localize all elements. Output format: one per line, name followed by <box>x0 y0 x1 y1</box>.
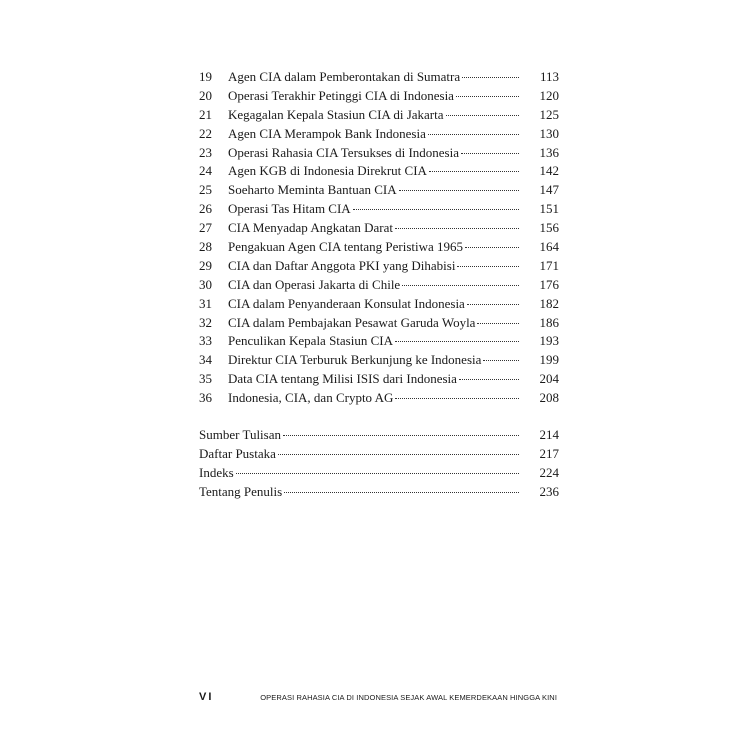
dot-leader <box>428 134 519 135</box>
entry-title: Tentang Penulis <box>199 483 283 499</box>
toc-back-matter-entry <box>199 445 559 464</box>
entry-title: Data CIA tentang Milisi ISIS dari Indonesia <box>228 371 457 387</box>
entry-title-with-leader <box>228 200 535 219</box>
chapter-number: 35 <box>199 371 212 387</box>
dot-leader <box>395 398 519 399</box>
entry-title: Kegagalan Kepala Stasiun CIA di Jakarta <box>228 106 444 122</box>
toc-back-matter-entry <box>199 483 559 502</box>
toc-chapter-entry <box>199 276 559 295</box>
toc-chapter-entry <box>199 106 559 125</box>
entry-title-with-leader <box>199 483 535 502</box>
dot-leader <box>465 247 519 248</box>
chapter-number: 24 <box>199 163 212 179</box>
toc-chapter-entry <box>199 125 559 144</box>
toc-chapter-entry <box>199 87 559 106</box>
entry-page-number: 113 <box>539 69 559 84</box>
entry-title-with-leader <box>199 426 535 445</box>
toc-chapter-entry <box>199 162 559 181</box>
toc-chapter-entry <box>199 219 559 238</box>
chapter-number: 36 <box>199 390 212 406</box>
entry-page-number: 214 <box>539 427 559 443</box>
entry-title: Operasi Tas Hitam CIA <box>228 201 351 217</box>
dot-leader <box>278 454 519 455</box>
footer-page-number: VI <box>199 691 214 703</box>
dot-leader <box>399 190 519 191</box>
back-matter-list <box>199 426 559 502</box>
entry-page-number: 130 <box>539 125 559 141</box>
dot-leader <box>446 115 519 116</box>
entry-title-with-leader <box>228 370 535 389</box>
entry-title-with-leader <box>228 144 535 163</box>
entry-title: Indonesia, CIA, dan Crypto AG <box>228 390 394 406</box>
chapter-number: 26 <box>199 201 212 217</box>
toc-back-matter-entry <box>199 464 559 483</box>
entry-title: Operasi Terakhir Petinggi CIA di Indonesia <box>228 87 454 103</box>
entry-page-number: 186 <box>539 314 559 330</box>
entry-page-number: 151 <box>539 201 559 217</box>
section-gap <box>199 408 559 426</box>
entry-page-number: 217 <box>539 445 559 461</box>
toc-chapter-entry <box>199 295 559 314</box>
dot-leader <box>461 153 519 154</box>
footer-book-title: OPERASI RAHASIA CIA DI INDONESIA SEJAK AWAL KEMERDEKAAN HINGGA KINI <box>260 693 557 702</box>
dot-leader <box>467 304 519 305</box>
table-of-contents <box>199 68 559 502</box>
entry-title-with-leader <box>228 314 535 333</box>
entry-page-number: 224 <box>539 464 559 480</box>
chapter-number: 23 <box>199 144 212 160</box>
entry-title: CIA dalam Pembajakan Pesawat Garuda Woyla <box>228 314 476 330</box>
toc-chapter-entry <box>199 389 559 408</box>
entry-title-with-leader <box>228 219 535 238</box>
dot-leader <box>402 285 519 286</box>
entry-title-with-leader <box>228 68 535 87</box>
entry-page-number: 136 <box>539 144 559 160</box>
chapter-number: 29 <box>199 257 212 273</box>
entry-title: CIA dalam Penyanderaan Konsulat Indonesia <box>228 295 465 311</box>
entry-page-number: 125 <box>539 106 559 122</box>
chapter-list <box>199 68 559 408</box>
entry-title: Sumber Tulisan <box>199 427 281 443</box>
entry-page-number: 120 <box>539 87 559 103</box>
entry-page-number: 147 <box>539 182 559 198</box>
entry-title-with-leader <box>228 87 535 106</box>
entry-page-number: 142 <box>539 163 559 179</box>
chapter-number: 20 <box>199 87 212 103</box>
toc-chapter-entry <box>199 144 559 163</box>
entry-title: Soeharto Meminta Bantuan CIA <box>228 182 397 198</box>
toc-chapter-entry <box>199 314 559 333</box>
chapter-number: 34 <box>199 352 212 368</box>
entry-page-number: 156 <box>539 220 559 236</box>
chapter-number: 19 <box>199 69 212 84</box>
toc-chapter-entry <box>199 238 559 257</box>
entry-page-number: 236 <box>539 483 559 499</box>
entry-page-number: 199 <box>539 352 559 368</box>
entry-title-with-leader <box>228 332 535 351</box>
chapter-number: 28 <box>199 239 212 255</box>
entry-page-number: 164 <box>539 239 559 255</box>
chapter-number: 22 <box>199 125 212 141</box>
entry-title: CIA dan Daftar Anggota PKI yang Dihabisi <box>228 257 456 273</box>
entry-title-with-leader <box>199 464 535 483</box>
entry-title-with-leader <box>199 445 535 464</box>
entry-title-with-leader <box>228 276 535 295</box>
chapter-number: 32 <box>199 314 212 330</box>
dot-leader <box>353 209 519 210</box>
chapter-number: 31 <box>199 295 212 311</box>
entry-title: Penculikan Kepala Stasiun CIA <box>228 333 393 349</box>
toc-back-matter-entry <box>199 426 559 445</box>
entry-page-number: 182 <box>539 295 559 311</box>
entry-title-with-leader <box>228 351 535 370</box>
toc-chapter-entry <box>199 200 559 219</box>
chapter-number: 33 <box>199 333 212 349</box>
dot-leader <box>283 435 519 436</box>
dot-leader <box>459 379 519 380</box>
entry-page-number: 204 <box>539 371 559 387</box>
toc-chapter-entry <box>199 181 559 200</box>
dot-leader <box>284 492 519 493</box>
entry-title: Agen CIA dalam Pemberontakan di Sumatra <box>228 69 461 84</box>
entry-title: Pengakuan Agen CIA tentang Peristiwa 1965 <box>228 239 464 255</box>
entry-title: Indeks <box>199 464 234 480</box>
entry-title: Daftar Pustaka <box>199 445 276 461</box>
dot-leader <box>429 171 519 172</box>
entry-title-with-leader <box>228 257 535 276</box>
entry-page-number: 176 <box>539 276 559 292</box>
dot-leader <box>395 228 519 229</box>
dot-leader <box>483 360 519 361</box>
toc-chapter-entry <box>199 370 559 389</box>
entry-page-number: 208 <box>539 390 559 406</box>
chapter-number: 30 <box>199 276 212 292</box>
entry-title-with-leader <box>228 181 535 200</box>
dot-leader <box>236 473 519 474</box>
entry-title-with-leader <box>228 238 535 257</box>
entry-title-with-leader <box>228 106 535 125</box>
entry-title: Direktur CIA Terburuk Berkunjung ke Indonesia <box>228 352 482 368</box>
toc-chapter-entry <box>199 351 559 370</box>
entry-title: Agen KGB di Indonesia Direkrut CIA <box>228 163 427 179</box>
entry-title: Agen CIA Merampok Bank Indonesia <box>228 125 426 141</box>
entry-title-with-leader <box>228 162 535 181</box>
entry-title-with-leader <box>228 295 535 314</box>
toc-chapter-entry <box>199 257 559 276</box>
entry-title-with-leader <box>228 125 535 144</box>
dot-leader <box>395 341 519 342</box>
entry-page-number: 171 <box>539 257 559 273</box>
chapter-number: 21 <box>199 106 212 122</box>
entry-title: CIA dan Operasi Jakarta di Chile <box>228 276 401 292</box>
toc-chapter-entry <box>199 68 559 87</box>
entry-title: CIA Menyadap Angkatan Darat <box>228 220 393 236</box>
dot-leader <box>477 323 519 324</box>
chapter-number: 27 <box>199 220 212 236</box>
dot-leader <box>462 77 519 78</box>
chapter-number: 25 <box>199 182 212 198</box>
entry-title: Operasi Rahasia CIA Tersukses di Indonesia <box>228 144 459 160</box>
entry-page-number: 193 <box>539 333 559 349</box>
dot-leader <box>456 96 519 97</box>
toc-chapter-entry <box>199 332 559 351</box>
entry-title-with-leader <box>228 389 535 408</box>
dot-leader <box>457 266 519 267</box>
